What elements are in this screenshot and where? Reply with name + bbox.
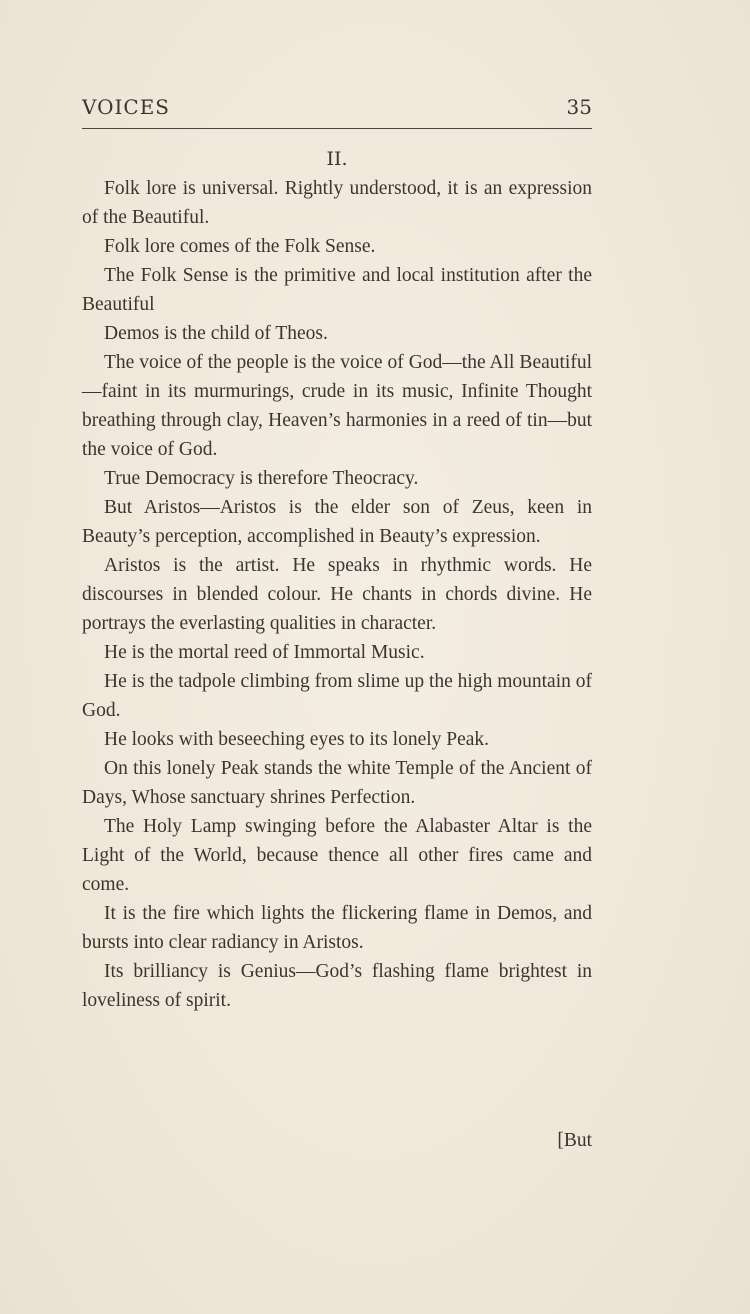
paragraph: He is the mortal reed of Immortal Music.: [104, 642, 425, 663]
body-text: [82, 174, 592, 1015]
paragraph: But Aristos—Aristos is the elder son of Zeus, keen in Beauty’s perception, accomplished in Beauty’s expression.: [82, 497, 592, 547]
paragraph: Its brilliancy is Genius—God’s flashing flame brightest in loveliness of spirit.: [82, 961, 592, 1011]
section-heading: II.: [326, 148, 348, 170]
paragraph: Folk lore is universal. Rightly understood, it is an expression of the Beautiful.: [82, 178, 592, 228]
running-head-title: VOICES: [82, 95, 170, 119]
paragraph: Aristos is the artist. He speaks in rhythmic words. He discourses in blended colour. He chants in chords divine. He portrays the everlasting qualities in character.: [82, 555, 592, 634]
paragraph: The voice of the people is the voice of God—the All Beautiful—faint in its murmurings, crude in its music, Infinite Thought breathing through clay, Heaven’s harmonies in a reed of tin—but the voice of God.: [82, 352, 592, 460]
paragraph: It is the fire which lights the flickering flame in Demos, and bursts into clear radiancy in Aristos.: [82, 903, 592, 953]
paragraph: He looks with beseeching eyes to its lonely Peak.: [104, 729, 490, 750]
page-number: 35: [566, 95, 592, 119]
paragraph: True Democracy is therefore Theocracy.: [104, 468, 419, 489]
running-head: [82, 92, 592, 122]
paragraph: The Folk Sense is the primitive and local institution after the Beautiful: [82, 265, 592, 315]
header-rule: [82, 128, 592, 129]
paragraph: Demos is the child of Theos.: [104, 323, 328, 344]
paragraph: He is the tadpole climbing from slime up the high mountain of God.: [82, 671, 592, 721]
catchword: [But: [557, 1130, 592, 1151]
paragraph: On this lonely Peak stands the white Temple of the Ancient of Days, Whose sanctuary shrines Perfection.: [82, 758, 592, 808]
paragraph: Folk lore comes of the Folk Sense.: [104, 236, 376, 257]
paragraph: The Holy Lamp swinging before the Alabaster Altar is the Light of the World, because thence all other fires came and come.: [82, 816, 592, 895]
